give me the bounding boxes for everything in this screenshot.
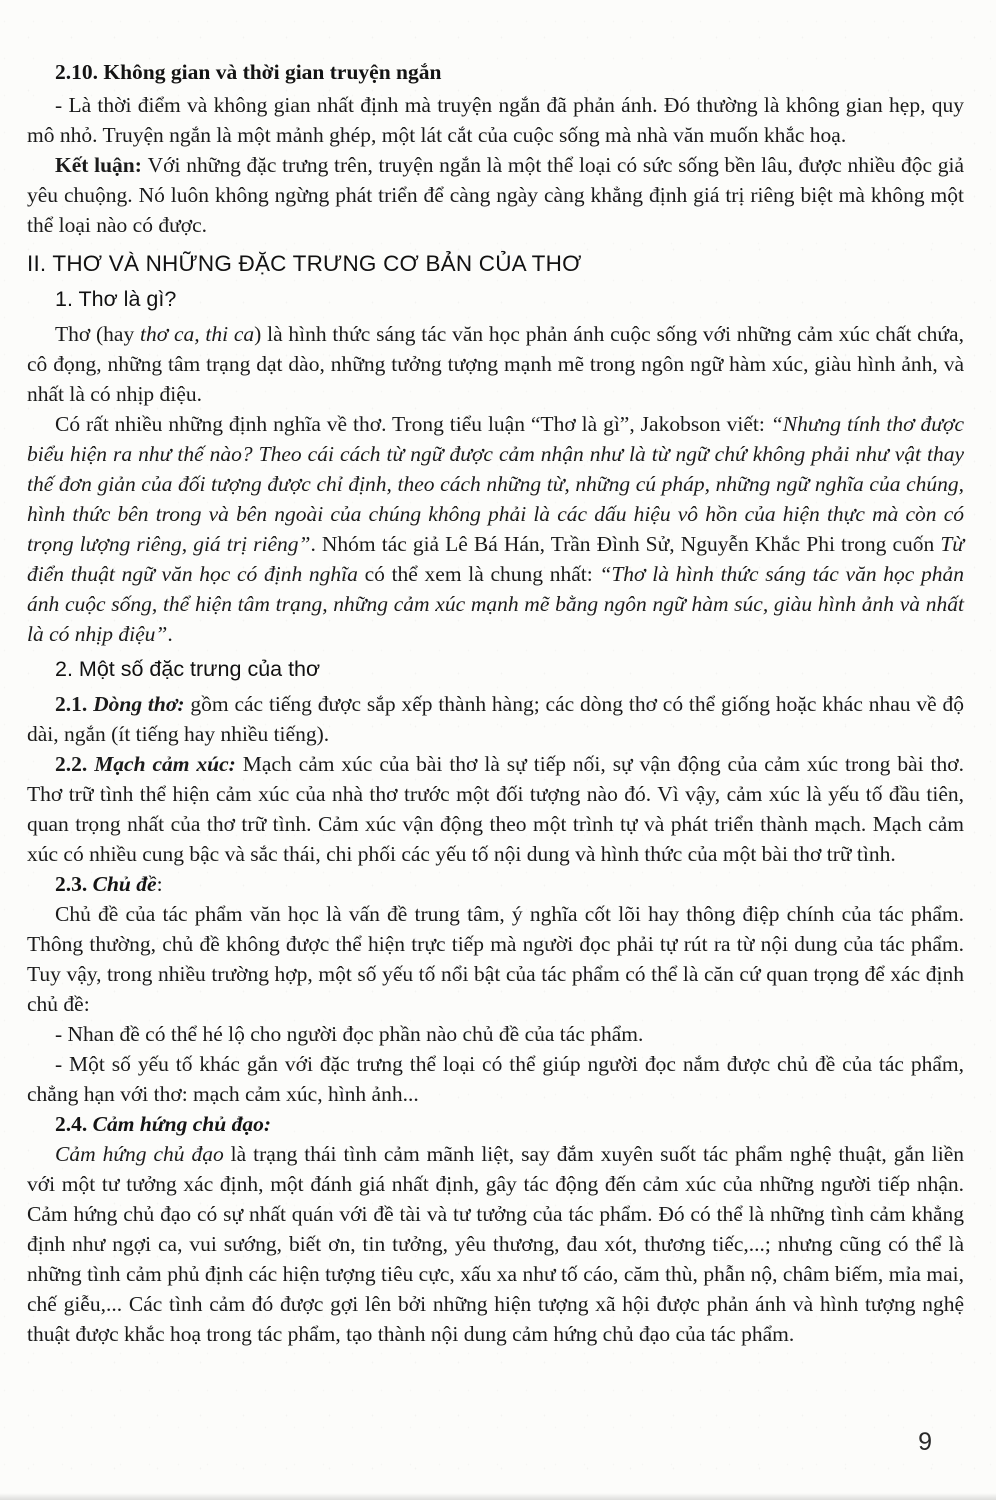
text-run: . (167, 622, 173, 646)
heading-1-tho-la-gi (27, 284, 964, 314)
text-run: Chủ đề của tác phẩm văn học là vấn đề trung tâm, ý nghĩa cốt lõi hay thông điệp chính của tác phẩm. Thông thường, chủ đề không được thể hiện trực tiếp mà người đọc phải tự rút ra từ nội dung của tác phẩm. Tuy vậy, trong nhiều trường hợp, một số yếu tố nổi bật của tác phẩm có thể là căn cứ quan trọng để xác định chủ đề: (27, 902, 964, 1016)
text-run: 2.4. (55, 1112, 93, 1136)
text-run: Với những đặc trưng trên, truyện ngắn là một thể loại có sức sống bền lâu, được nhiều độc giả yêu chuộng. Nó luôn không ngừng phát triển để càng ngày càng khẳng định giá trị riêng biệt mà không một thể loại nào có được. (27, 153, 964, 237)
text-run: “Nhưng tính thơ được biểu hiện ra như thế nào? Theo cái cách từ ngữ được cảm nhận như là từ ngữ chứ không phải như vật thay thế đơn giản của đối tượng được chỉ định, theo cách những từ, những cú pháp, những ngữ nghĩa của chúng, hình thức bên trong và bên ngoài của chúng không phải là các dấu hiệu vô hồn của hiện thực mà còn có trọng lượng riêng, giá trị riêng” (27, 412, 965, 556)
paragraph-dinh-nghia-tho (27, 319, 964, 409)
text-run: 2.10. Không gian và thời gian truyện ngắn (55, 60, 442, 84)
text-run: Thơ (hay (55, 322, 140, 346)
heading-section-ii-tho (27, 249, 964, 279)
text-run: 2.1. (55, 692, 94, 716)
text-run: 2. Một số đặc trưng của thơ (55, 657, 321, 681)
heading-2-dac-trung-cua-tho (27, 654, 964, 684)
text-run: Có rất nhiều những định nghĩa về thơ. Trong tiểu luận “Thơ là gì”, Jakobson viết: (55, 412, 771, 436)
paragraph-2-1-dong-tho (27, 689, 964, 749)
text-run: - Một số yếu tố khác gắn với đặc trưng thể loại có thể giúp người đọc nắm được chủ đề của tác phẩm, chẳng hạn với thơ: mạch cảm xúc, hình ảnh... (27, 1052, 964, 1106)
text-run: . Nhóm tác giả Lê Bá Hán, Trần Đình Sử, Nguyễn Khắc Phi trong cuốn (310, 532, 941, 556)
text-run: 2.2. (55, 752, 95, 776)
paragraph-2-2-mach-cam-xuc (27, 749, 964, 869)
paragraph-bullet-yeu-to-khac (27, 1049, 964, 1109)
text-run: Dòng thơ: (93, 692, 185, 716)
paragraph-jakobson-quote (27, 409, 964, 649)
paragraph-cam-hung-chu-dao (27, 1139, 964, 1349)
text-run: có thể xem là chung nhất: (357, 562, 600, 586)
text-run: Kết luận: (55, 153, 148, 177)
text-run: Mạch cảm xúc của bài thơ là sự tiếp nối, sự vận động của cảm xúc trong bài thơ. Thơ trữ tình thể hiện cảm xúc của nhà thơ trước một đối tượng nào đó. Vì vậy, cảm xúc là yếu tố đầu tiên, quan trọng nhất của thơ trữ tình. Cảm xúc vận động theo một trình tự và phát triển thành mạch. Mạch cảm xúc có nhiều cung bậc và sắc thái, chi phối các yếu tố nội dung và hình thức của một bài thơ trữ tình. (27, 752, 964, 866)
heading-2-4-cam-hung-chu-dao (27, 1109, 964, 1139)
text-run: 2.3. (55, 872, 93, 896)
text-run: Cảm hứng chủ đạo: (92, 1112, 271, 1136)
text-run: ) là hình thức sáng tác văn học phản ánh cuộc sống với những cảm xúc chất chứa, cô đọng, những tâm trạng dạt dào, những tưởng tượng mạnh mẽ trong ngôn ngữ hàm xúc, giàu hình ảnh, và nhất là có nhịp điệu. (27, 322, 964, 406)
text-run: là trạng thái tình cảm mãnh liệt, say đắm xuyên suốt tác phẩm nghệ thuật, gắn liền với một tư tưởng xác định, một đánh giá nhất định, gây tác động đến cảm xúc của những người tiếp nhận. Cảm hứng chủ đạo có sự nhất quán với đề tài và tư tưởng của tác phẩm. Đó có thể là những tình cảm khẳng định như ngợi ca, vui sướng, biết ơn, tin tưởng, yêu thương, đau xót, thương tiếc,...; nhưng cũng có thể là những tình cảm phủ định các hiện tượng tiêu cực, xấu xa như tố cáo, căm thù, phẫn nộ, châm biếm, mỉa mai, chế giễu,... Các tình cảm đó được gợi lên bởi những hiện tượng xã hội được phản ánh và hình tượng nghệ thuật được khắc hoạ trong tác phẩm, tạo thành nội dung cảm hứng chủ đạo của tác phẩm. (27, 1142, 964, 1346)
text-run: : (156, 872, 163, 896)
heading-2-3-chu-de (27, 869, 964, 899)
text-run: Từ điển thuật ngữ văn học có định nghĩa (27, 532, 964, 586)
paragraph-ket-luan (27, 150, 964, 240)
text-run: Chủ đề (92, 872, 157, 896)
paragraph-chu-de (27, 899, 964, 1019)
text-run: Cảm hứng chủ đạo (55, 1142, 224, 1166)
text-run: thơ ca, thi ca (140, 322, 255, 346)
text-run: - Nhan đề có thể hé lộ cho người đọc phần nào chủ đề của tác phẩm. (55, 1022, 644, 1046)
page-content (27, 57, 964, 1349)
heading-2-10-khong-gian-thoi-gian (27, 57, 964, 87)
text-run: Mạch cảm xúc: (94, 752, 236, 776)
text-run: II. THƠ VÀ NHỮNG ĐẶC TRƯNG CƠ BẢN CỦA THƠ (27, 251, 582, 276)
text-run: 1. Thơ là gì? (55, 287, 177, 311)
paragraph-khong-gian-thoi-gian (27, 90, 964, 150)
text-run: gồm các tiếng được sắp xếp thành hàng; các dòng thơ có thể giống hoặc khác nhau về độ dài, ngắn (ít tiếng hay nhiều tiếng). (27, 692, 964, 746)
text-run: - Là thời điểm và không gian nhất định mà truyện ngắn đã phản ánh. Đó thường là không gian hẹp, quy mô nhỏ. Truyện ngắn là một mảnh ghép, một lát cắt của cuộc sống mà nhà văn muốn khắc hoạ. (27, 93, 964, 147)
paragraph-bullet-nhan-de (27, 1019, 964, 1049)
page-number: 9 (918, 1428, 932, 1456)
text-run: “Thơ là hình thức sáng tác văn học phản ánh cuộc sống, thể hiện tâm trạng, những cảm xúc mạnh mẽ bằng ngôn ngữ hàm súc, giàu hình ảnh và nhất là có nhịp điệu” (27, 562, 965, 646)
